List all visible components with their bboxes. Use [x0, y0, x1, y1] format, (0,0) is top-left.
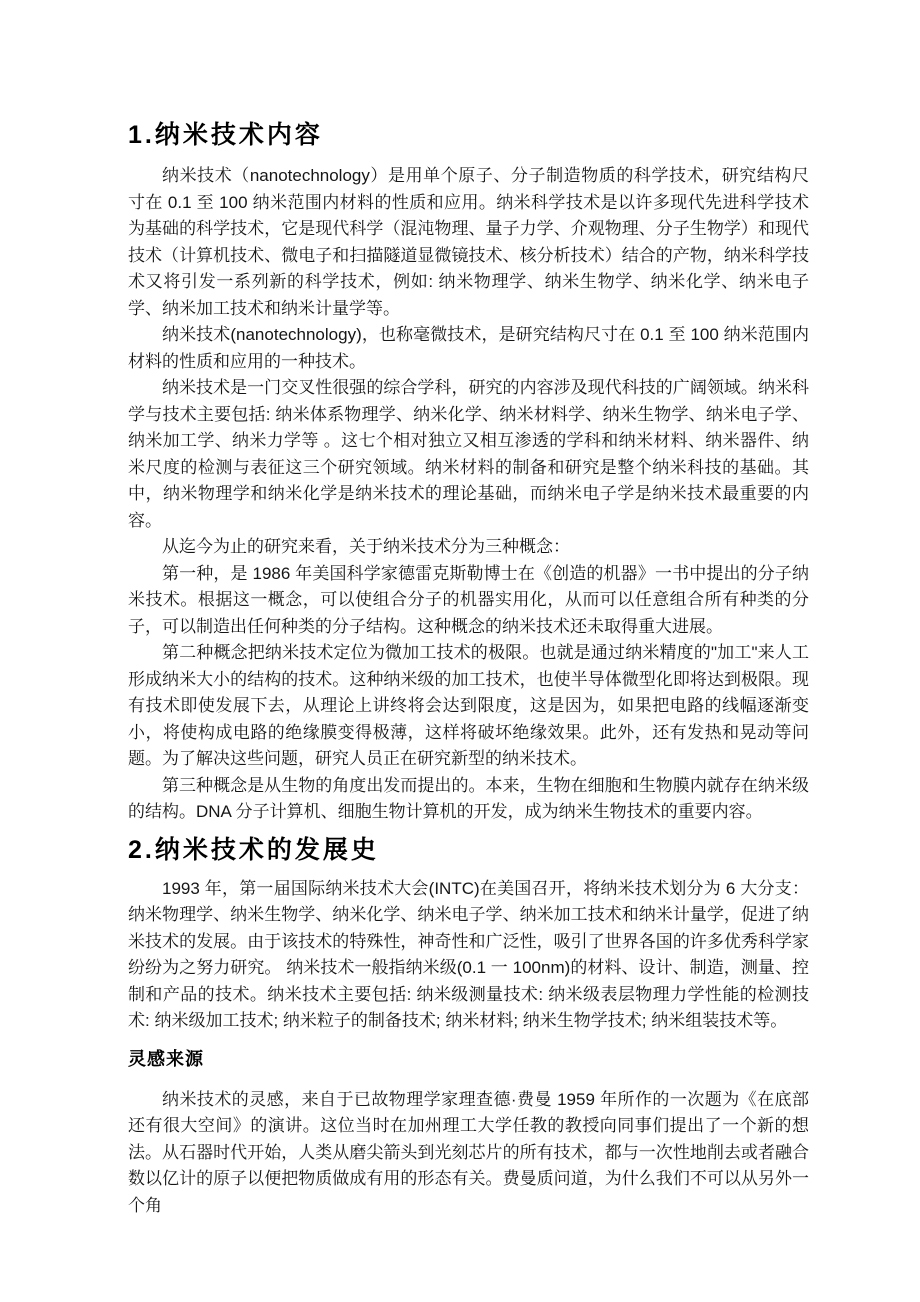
section-1-paragraph-4: 从迄今为止的研究来看，关于纳米技术分为三种概念：	[162, 537, 570, 556]
section-1-paragraph-2: 纳米技术(nanotechnology)，也称毫微技术，是研究结构尺寸在 0.1 至 100 纳米范围内材料的性质和应用的一种技术。	[128, 325, 809, 371]
section-1-heading: 1.纳米技术内容	[128, 121, 323, 149]
subsection-heading-inspiration: 灵感来源	[128, 1048, 204, 1069]
section-1-paragraph-3: 纳米技术是一门交叉性很强的综合学科，研究的内容涉及现代科技的广阔领域。纳米科学与技术主要包括: 纳米体系物理学、纳米化学、纳米材料学、纳米生物学、纳米电子学、纳米加工学、纳米力学等 。这七个相对独立又相互渗透的学科和纳米材料、纳米器件、纳米尺度的检测与表征这三个研究领域。纳米材料的制备和研究是整个纳米科技的基础。其中，纳米物理学和纳米化学是纳米技术的理论基础，而纳米电子学是纳米技术最重要的内容。	[128, 378, 809, 530]
document-content	[128, 120, 809, 1219]
section-1-paragraph-1: 纳米技术（nanotechnology）是用单个原子、分子制造物质的科学技术，研究结构尺寸在 0.1 至 100 纳米范围内材料的性质和应用。纳米科学技术是以许多现代先进科学技术为基础的科学技术，它是现代科学（混沌物理、量子力学、介观物理、分子生物学）和现代技术（计算机技术、微电子和扫描隧道显微镜技术、核分析技术）结合的产物，纳米科学技术又将引发一系列新的科学技术，例如: 纳米物理学、纳米生物学、纳米化学、纳米电子学、纳米加工技术和纳米计量学等。	[128, 166, 809, 318]
section-1-paragraph-6: 第二种概念把纳米技术定位为微加工技术的极限。也就是通过纳米精度的"加工"来人工形成纳米大小的结构的技术。这种纳米级的加工技术，也使半导体微型化即将达到极限。现有技术即使发展下去，从理论上讲终将会达到限度，这是因为，如果把电路的线幅逐渐变小，将使构成电路的绝缘膜变得极薄，这样将破坏绝缘效果。此外，还有发热和晃动等问题。为了解决这些问题，研究人员正在研究新型的纳米技术。	[128, 643, 809, 768]
section-1-paragraph-7: 第三种概念是从生物的角度出发而提出的。本来，生物在细胞和生物膜内就存在纳米级的结构。DNA 分子计算机、细胞生物计算机的开发，成为纳米生物技术的重要内容。	[128, 775, 809, 821]
inspiration-paragraph-1: 纳米技术的灵感，来自于已故物理学家理查德·费曼 1959 年所作的一次题为《在底部还有很大空间》的演讲。这位当时在加州理工大学任教的教授向同事们提出了一个新的想法。从石器时代开始，人类从磨尖箭头到光刻芯片的所有技术，都与一次性地削去或者融合数以亿计的原子以便把物质做成有用的形态有关。费曼质问道，为什么我们不可以从另外一个角	[128, 1089, 809, 1215]
section-2-paragraph-1: 1993 年，第一届国际纳米技术大会(INTC)在美国召开，将纳米技术划分为 6 大分支：纳米物理学、纳米生物学、纳米化学、纳米电子学、纳米加工技术和纳米计量学，促进了纳米技术的发展。由于该技术的特殊性，神奇性和广泛性，吸引了世界各国的许多优秀科学家纷纷为之努力研究。 纳米技术一般指纳米级(0.1 一 100nm)的材料、设计、制造，测量、控制和产品的技术。纳米技术主要包括: 纳米级测量技术: 纳米级表层物理力学性能的检测技术: 纳米级加工技术; 纳米粒子的制备技术; 纳米材料; 纳米生物学技术; 纳米组装技术等。	[128, 878, 809, 1030]
section-1-paragraph-5: 第一种，是 1986 年美国科学家德雷克斯勒博士在《创造的机器》一书中提出的分子纳米技术。根据这一概念，可以使组合分子的机器实用化，从而可以任意组合所有种类的分子，可以制造出任何种类的分子结构。这种概念的纳米技术还未取得重大进展。	[128, 563, 809, 636]
section-2-heading: 2.纳米技术的发展史	[128, 835, 379, 864]
